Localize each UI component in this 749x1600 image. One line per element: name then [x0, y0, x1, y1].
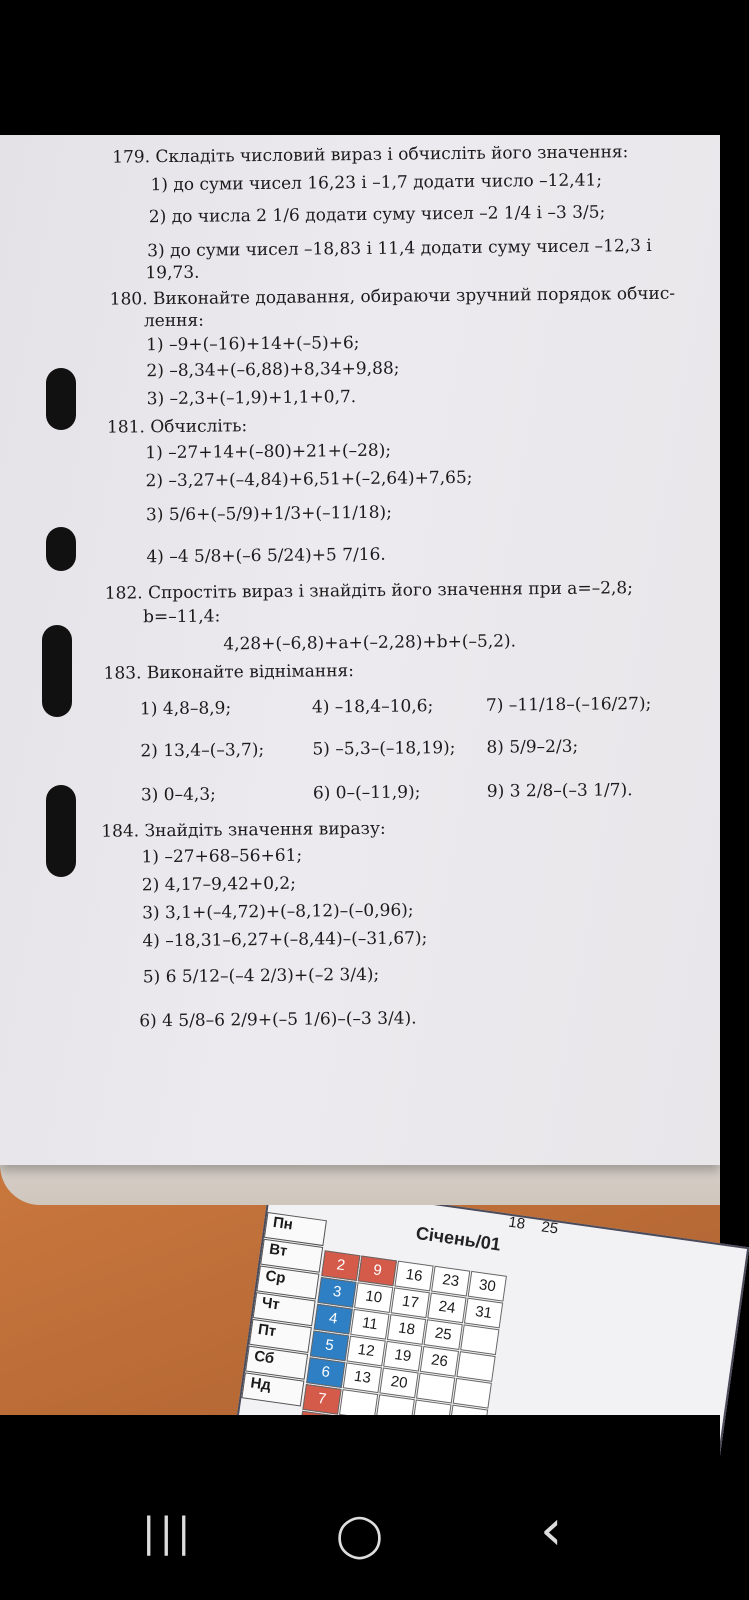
textbook-page: [0, 135, 720, 1165]
exercise-184-title: 184. Знайдіть значення виразу:: [101, 818, 386, 842]
exercise-184-item: 1) –27+68–56+61;: [141, 845, 303, 868]
exercise-184-item: 6) 4 5/8–6 2/9+(–5 1/6)–(–3 3/4).: [139, 1008, 417, 1032]
weekday: Сб: [245, 1346, 308, 1380]
exercise-183-item: 8) 5/9–2/3;: [486, 736, 579, 758]
calendar-cell: 25: [424, 1319, 463, 1350]
calendar-cell: [416, 1373, 455, 1404]
exercise-183-title: 183. Виконайте віднімання:: [103, 661, 355, 684]
calendar-cell: 6: [306, 1357, 345, 1388]
calendar-cell: 3: [317, 1277, 356, 1308]
calendar-cell: 12: [346, 1336, 385, 1367]
calendar-cell: [460, 1324, 499, 1355]
exercise-180-item: 2) –8,34+(–6,88)+8,34+9,88;: [146, 358, 400, 382]
weekday: Пт: [249, 1319, 312, 1353]
exercise-183-item: 3) 0–4,3;: [140, 784, 216, 806]
home-button[interactable]: ◯: [336, 1510, 384, 1559]
calendar-cell: 9: [358, 1255, 397, 1286]
exercise-183-item: 6) 0–(–11,9);: [312, 782, 421, 804]
exercise-179-item: 2) до числа 2 1/6 додати суму чисел –2 1/4 і –3 3/5;: [148, 202, 606, 228]
exercise-180-title: 180. Виконайте додавання, обираючи зручний порядок обчис-: [109, 283, 676, 310]
android-nav-bar: [0, 1415, 720, 1600]
photo: [0, 135, 720, 1415]
calendar-cell: 19: [383, 1341, 422, 1372]
exercise-180-item: 1) –9+(–16)+14+(–5)+6;: [146, 333, 360, 356]
calendar-cell: 11: [350, 1309, 389, 1340]
exercise-181-item: 3) 5/6+(–5/9)+1/3+(–11/18);: [145, 502, 392, 526]
recents-button[interactable]: |||: [142, 1510, 195, 1556]
weekday: Пн: [264, 1212, 327, 1246]
exercise-184-item: 4) –18,31–6,27+(–8,44)–(–31,67);: [142, 928, 428, 952]
exercise-181-item: 4) –4 5/8+(–6 5/24)+5 7/16.: [146, 544, 386, 568]
exercise-184-item: 5) 6 5/12–(–4 2/3)+(–2 3/4);: [142, 964, 380, 988]
calendar-cell: [453, 1378, 492, 1409]
calendar-cell: 18: [387, 1314, 426, 1345]
exercise-183-item: 1) 4,8–8,9;: [139, 698, 232, 720]
calendar-cell: 23: [431, 1266, 470, 1297]
exercise-180-title-cont: лення:: [143, 310, 205, 332]
back-button[interactable]: ‹: [540, 1498, 563, 1563]
exercise-181-item: 1) –27+14+(–80)+21+(–28);: [145, 440, 392, 464]
calendar-top-numbers: 18 25: [507, 1213, 560, 1238]
weekday: Вт: [260, 1239, 323, 1273]
calendar-cell: 20: [379, 1368, 418, 1399]
calendar-cell: [456, 1351, 495, 1382]
exercise-184-item: 2) 4,17–9,42+0,2;: [141, 873, 297, 896]
calendar-cell: 2: [321, 1250, 360, 1281]
calendar-cell: 13: [343, 1362, 382, 1393]
calendar-cell: 26: [420, 1346, 459, 1377]
weekday: Чт: [253, 1292, 316, 1326]
exercise-183-item: 4) –18,4–10,6;: [311, 696, 434, 718]
calendar-cell: 10: [354, 1282, 393, 1313]
exercise-184-item: 3) 3,1+(–4,72)+(–8,12)–(–0,96);: [142, 900, 414, 924]
exercise-183-item: 9) 3 2/8–(–3 1/7).: [486, 780, 633, 802]
calendar-cell: 5: [310, 1331, 349, 1362]
exercise-181-title: 181. Обчисліть:: [106, 416, 248, 438]
weekday: Ср: [256, 1265, 319, 1299]
weekday: Нд: [241, 1372, 304, 1406]
exercise-182-title: 182. Спростіть вираз і знайдіть його значення при a=–2,8;: [104, 578, 634, 604]
calendar-cell: 30: [468, 1271, 507, 1302]
exercise-183-item: 2) 13,4–(–3,7);: [140, 740, 265, 762]
exercise-183-item: 5) –5,3–(–18,19);: [312, 738, 456, 760]
calendar-month: Січень/01: [414, 1222, 503, 1255]
calendar-cell: 7: [302, 1384, 341, 1415]
exercise-179-item: 3) до суми чисел –18,83 і 11,4 додати суму чисел –12,3 і: [147, 235, 652, 262]
calendar-cell: 31: [464, 1298, 503, 1329]
exercise-180-item: 3) –2,3+(–1,9)+1,1+0,7.: [146, 387, 357, 410]
calendar-cell: 16: [394, 1261, 433, 1292]
calendar-cell: 24: [427, 1292, 466, 1323]
calendar-cell: 4: [314, 1304, 353, 1335]
exercise-179-item: 19,73.: [145, 262, 200, 284]
exercise-181-item: 2) –3,27+(–4,84)+6,51+(–2,64)+7,65;: [145, 467, 473, 492]
exercises: [0, 131, 731, 1168]
exercise-182-expression: 4,28+(–6,8)+a+(–2,28)+b+(–5,2).: [223, 631, 517, 655]
exercise-179-title: 179. Складіть числовий вираз і обчисліть його значення:: [112, 142, 629, 168]
exercise-179-item: 1) до суми чисел 16,23 і –1,7 додати число –12,41;: [150, 170, 603, 196]
exercise-183-item: 7) –11/18–(–16/27);: [485, 693, 652, 716]
exercise-182-title-cont: b=–11,4:: [142, 606, 221, 628]
calendar-cell: 17: [391, 1287, 430, 1318]
